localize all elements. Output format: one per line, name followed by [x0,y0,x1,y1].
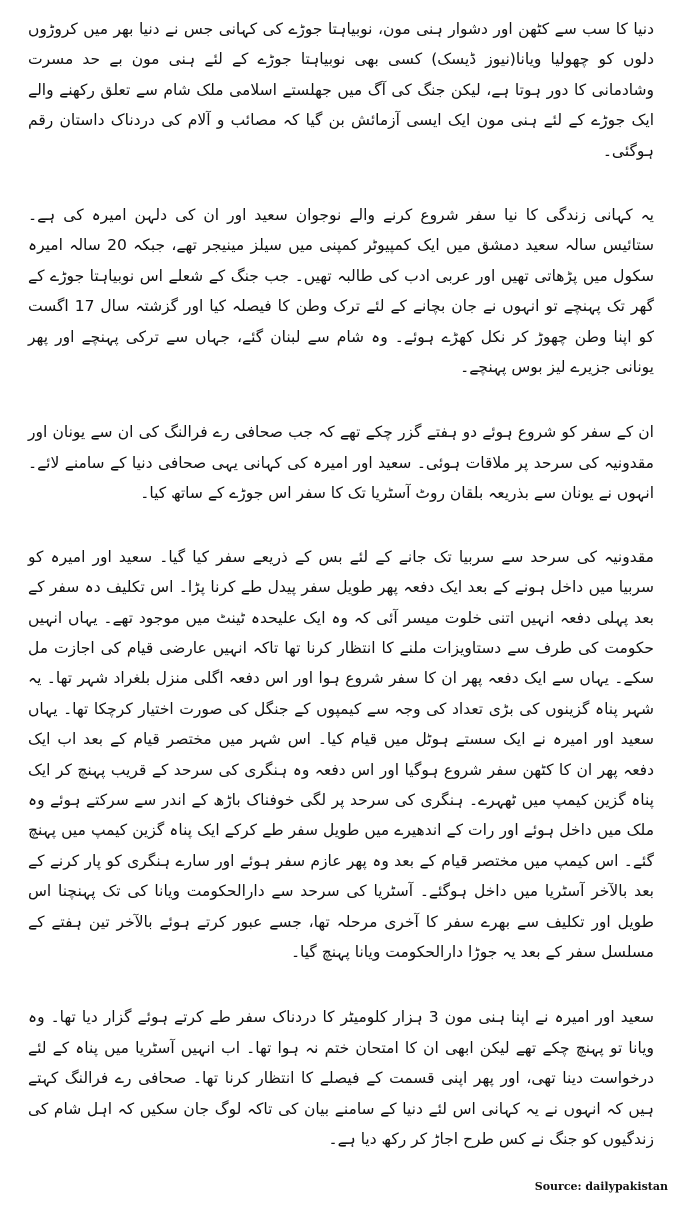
article-paragraph: سعید اور امیرہ نے اپنا ہنی مون 3 ہزار کلومیٹر کا دردناک سفر طے کرتے ہوئے گزار دیا تھا۔ وہ ویانا تو پہنچ چکے تھے لیکن ابھی ان کا امتحان ختم نہ ہوا تھا۔ اب انہیں آسٹریا میں پناہ کے لئے درخواست دینا تھی، اور پھر اپنی قسمت کے فیصلے کا انتظار کرنا تھا۔ صحافی رے فرالنگ کہتے ہیں کہ انہوں نے یہ کہانی اس لئے دنیا کے سامنے بیان کی تاکہ لوگ جان سکیں کہ اہل شام کی زندگیوں کو جنگ نے کس طرح اجاڑ کر رکھ دیا ہے۔ [28,1008,654,1148]
article-paragraph: ان کے سفر کو شروع ہوئے دو ہفتے گزر چکے تھے کہ جب صحافی رے فرالنگ کی ان سے یونان اور مقدونیہ کی سرحد پر ملاقات ہوئی۔ سعید اور امیرہ کی کہانی یہی صحافی دنیا کے سامنے لائے۔ انہوں نے یونان سے بذریعہ بلقان روٹ آسٹریا تک کا سفر اس جوڑے کے ساتھ کیا۔ [28,423,654,503]
article-paragraph: دنیا کا سب سے کٹھن اور دشوار ہنی مون، نوبیاہتا جوڑے کی کہانی جس نے دنیا بھر میں کروڑوں دلوں کو چھولیا ویانا(نیوز ڈیسک) کسی بھی نوبیاہتا جوڑے کے لئے ہنی مون بے حد مسرت وشادمانی کا دور ہوتا ہے، لیکن جنگ کی آگ میں جھلستے اسلامی ملک شام سے تعلق رکھنے والے ایک جوڑے کے لئے ہنی مون ایک ایسی آزمائش بن گیا کہ مصائب و آلام کی دردناک داستان رقم ہوگئی۔ [28,20,654,160]
source-credit: Source: dailypakistan [534,1180,668,1193]
article-paragraph: مقدونیہ کی سرحد سے سربیا تک جانے کے لئے بس کے ذریعے سفر کیا گیا۔ سعید اور امیرہ کو سربیا میں داخل ہونے کے بعد ایک دفعہ پھر طویل سفر پیدل طے کرنا پڑا۔ اس تکلیف دہ سفر کے بعد پہلی دفعہ انہیں اتنی خلوت میسر آئی کہ وہ ایک علیحدہ ٹینٹ میں موجود تھے۔ یہاں انہیں حکومت کی طرف سے دستاویزات ملنے کا انتظار کرنا تھا تاکہ انہیں عارضی قیام کی اجازت مل سکے۔ یہاں سے ایک دفعہ پھر ان کا سفر شروع ہوا اور اس دفعہ اگلی منزل بلغراد شہر تھا۔ یہ شہر پناہ گزینوں کی بڑی تعداد کی وجہ سے کیمپوں کے جنگل کی صورت اختیار کرچکا تھا۔ یہاں سعید اور امیرہ نے ایک سستے ہوٹل میں قیام کیا۔ اس شہر میں مختصر قیام کے بعد اب ایک دفعہ پھر ان کا کٹھن سفر شروع ہوگیا اور اس دفعہ وہ ہنگری کی سرحد کے قریب پہنچ کر ایک پناہ گزین کیمپ میں ٹھہرے۔ ہنگری کی سرحد پر لگی خوفناک باڑھ کے اندر سے سرکتے ہوئے وہ ملک میں داخل ہوئے اور رات کے اندھیرے میں طویل سفر طے کرکے ایک پناہ گزین کیمپ میں پہنچ گئے۔ اس کیمپ میں مختصر قیام کے بعد وہ پھر عازم سفر ہوئے اور سارے ہنگری کو پار کرنے کے بعد بالآخر آسٹریا میں داخل ہوگئے۔ آسٹریا کی سرحد سے دارالحکومت ویانا کی تک پہنچنا اس طویل اور تکلیف سے بھرے سفر کا آخری مرحلہ تھا، جسے عبور کرتے ہوئے بالآخر تین ہفتے کے مسلسل سفر کے بعد یہ جوڑا دارالحکومت ویانا پہنچ گیا۔ [28,547,654,961]
article-paragraph: یہ کہانی زندگی کا نیا سفر شروع کرنے والے نوجوان سعید اور ان کی دلہن امیرہ کی ہے۔ ستائیس سالہ سعید دمشق میں ایک کمپیوٹر کمپنی میں سیلز مینیجر تھے، جبکہ 20 سالہ امیرہ سکول میں پڑھاتی تھیں اور عربی ادب کی طالبہ تھیں۔ جب جنگ کے شعلے اس نوبیاہتا جوڑے کے گھر تک پہنچے تو انہوں نے جان بچانے کے لئے ترک وطن کا فیصلہ کیا اور گزشتہ سال 17 اگست کو اپنا وطن چھوڑ کر نکل کھڑے ہوئے۔ وہ شام سے لبنان گئے، جہاں سے ترکی پہنچے اور پھر یونانی جزیرے لیز بوس پہنچے۔ [28,206,654,377]
